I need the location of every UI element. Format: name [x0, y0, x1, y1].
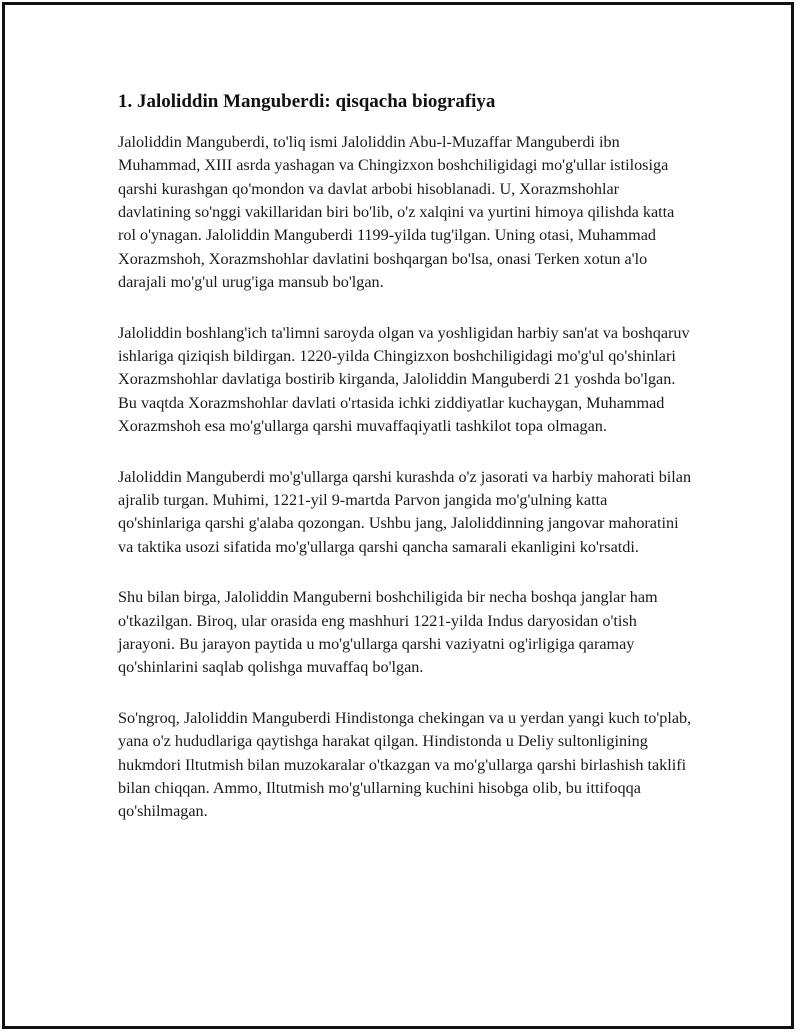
document-body: [118, 90, 693, 851]
document-heading: 1. Jaloliddin Manguberdi: qisqacha biografiya: [118, 91, 496, 112]
paragraph-5: So'ngroq, Jaloliddin Manguberdi Hindistonga chekingan va u yerdan yangi kuch to'plab, yana o'z hududlariga qaytishga harakat qilgan. Hindistonda u Deliy sultonligining hukmdori Iltutmish bilan muzokaralar o'tkazgan va mo'g'ullarga qarshi birlashish taklifi bilan chiqqan. Ammo, Iltutmish mo'g'ullarning kuchini hisobga olib, bu ittifoqqa qo'shilmagan.: [118, 708, 692, 821]
paragraph-3: Jaloliddin Manguberdi mo'g'ullarga qarshi kurashda o'z jasorati va harbiy mahorati bilan ajralib turgan. Muhimi, 1221-yil 9-martda Parvon jangida mo'g'ulning katta qo'shinlariga qarshi g'alaba qozongan. Ushbu jang, Jaloliddinning jangovar mahoratini va taktika usozi sifatida mo'g'ullarga qarshi qancha samarali ekanligini ko'rsatdi.: [118, 467, 692, 556]
paragraph-2: Jaloliddin boshlang'ich ta'limni saroyda olgan va yoshligidan harbiy san'at va boshqaruv ishlariga qiziqish bildirgan. 1220-yilda Chingizxon boshchiligidagi mo'g'ul qo'shinlari Xorazmshohlar davlatiga bostirib kirganda, Jaloliddin Manguberdi 21 yoshda bo'lgan. Bu vaqtda Xorazmshohlar davlati o'rtasida ichki ziddiyatlar kuchaygan, Muhammad Xorazmshoh esa mo'g'ullarga qarshi muvaffaqiyatli tashkilot topa olmagan.: [118, 323, 690, 436]
paragraph-1: Jaloliddin Manguberdi, to'liq ismi Jaloliddin Abu-l-Muzaffar Manguberdi ibn Muhammad, XIII asrda yashagan va Chingizxon boshchiligidagi mo'g'ullar istilosiga qarshi kurashgan qo'mondon va davlat arbobi hisoblanadi. U, Xorazmshohlar davlatining so'nggi vakillaridan biri bo'lib, o'z xalqini va yurtini himoya qilishda katta rol o'ynagan. Jaloliddin Manguberdi 1199-yilda tug'ilgan. Uning otasi, Muhammad Xorazmshoh, Xorazmshohlar davlatini boshqargan bo'lsa, onasi Terken xotun a'lo darajali mo'g'ul urug'iga mansub bo'lgan.: [118, 132, 675, 292]
paragraph-4: Shu bilan birga, Jaloliddin Manguberni boshchiligida bir necha boshqa janglar ham o'tkazilgan. Biroq, ular orasida eng mashhuri 1221-yilda Indus daryosidan o'tish jarayoni. Bu jarayon paytida u mo'g'ullarga qarshi vaziyatni og'irligiga qaramay qo'shinlarini saqlab qolishga muvaffaq bo'lgan.: [118, 588, 658, 677]
